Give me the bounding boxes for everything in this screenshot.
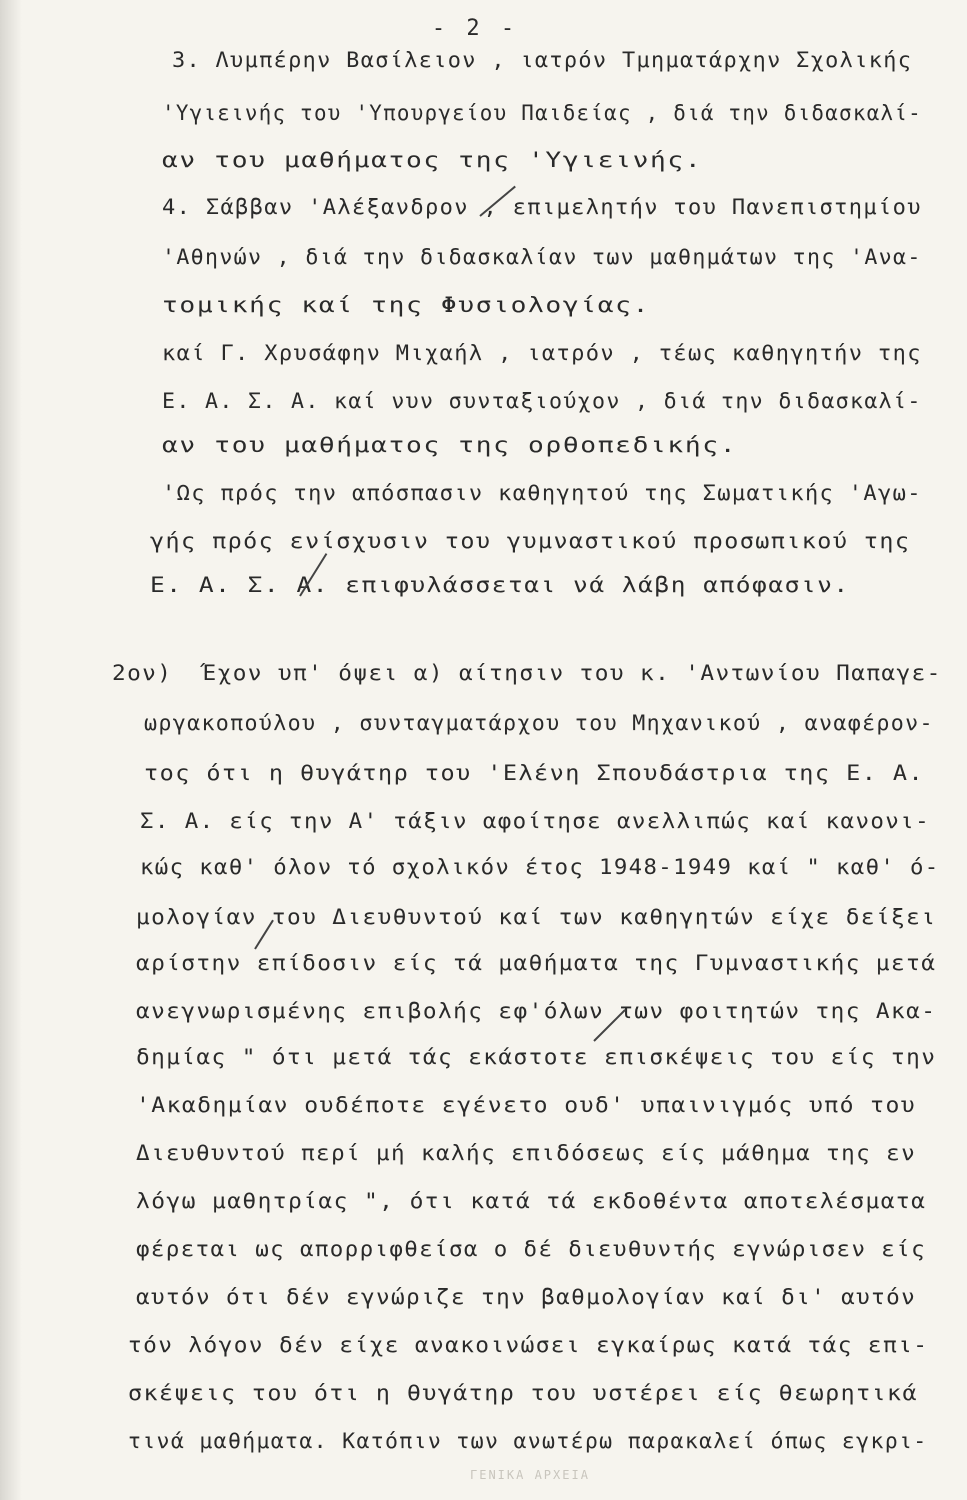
archive-stamp: ΓΕΝΙΚΑ ΑΡΧΕΙΑ bbox=[470, 1468, 590, 1482]
page-number: - 2 - bbox=[431, 16, 519, 41]
text-line: 4. Σάββαν 'Αλέξανδρον , επιμελητήν του Πανεπιστημίου bbox=[162, 195, 922, 219]
text-line: σκέψεις του ότι η θυγάτηρ του υστέρει είς θεωρητικά bbox=[128, 1381, 919, 1405]
text-line: μολογίαν του Διευθυντού καί των καθηγητών είχε δείξει bbox=[136, 905, 937, 929]
text-line: ωργακοπούλου , συνταγματάρχου του Μηχανικού , αναφέρον- bbox=[144, 711, 934, 735]
text-line: αυτόν ότι δέν εγνώριζε την βαθμολογίαν καί δι' αυτόν bbox=[136, 1285, 917, 1309]
text-line: αρίστην επίδοσιν είς τά μαθήματα της Γυμναστικής μετά bbox=[136, 951, 937, 975]
text-line: τόν λόγον δέν είχε ανακοινώσει εγκαίρως κατά τάς επι- bbox=[128, 1333, 929, 1357]
text-line: 'Ως πρός την απόσπασιν καθηγητού της Σωματικής 'Αγω- bbox=[162, 481, 922, 505]
text-line: καί Γ. Χρυσάφην Μιχαήλ , ιατρόν , τέως καθηγητήν της bbox=[162, 341, 922, 365]
text-line: λόγω μαθητρίας ", ότι κατά τά εκδοθέντα αποτελέσματα bbox=[136, 1189, 927, 1213]
page-edge-shadow bbox=[0, 0, 22, 1500]
text-line: 'Υγιεινής του 'Υπουργείου Παιδείας , διά την διδασκαλί- bbox=[162, 101, 922, 125]
text-line: 'Ακαδημίαν ουδέποτε εγένετο ουδ' υπαινιγμός υπό του bbox=[136, 1093, 917, 1117]
text-line: 2ον) Έχον υπ' όψει α) αίτησιν του κ. 'Αντωνίου Παπαγε- bbox=[112, 661, 942, 685]
text-line: 'Αθηνών , διά την διδασκαλίαν των μαθημάτων της 'Ανα- bbox=[162, 245, 922, 269]
text-line: Ε. Α. Σ. Α. επιφυλάσσεται νά λάβη απόφασιν. bbox=[150, 573, 850, 597]
text-line: δημίας " ότι μετά τάς εκάστοτε επισκέψεις του είς την bbox=[136, 1045, 937, 1069]
text-line: φέρεται ως απορριφθείσα ο δέ διευθυντής εγνώρισεν είς bbox=[136, 1237, 926, 1261]
text-line: τος ότι η θυγάτηρ του 'Ελένη Σπουδάστρια της Ε. Α. bbox=[144, 761, 925, 785]
text-line: γής πρός ενίσχυσιν του γυμναστικού προσωπικού της bbox=[150, 529, 911, 553]
text-line: Διευθυντού περί μή καλής επιδόσεως είς μάθημα της εν bbox=[136, 1141, 917, 1165]
text-line: κώς καθ' όλον τό σχολικόν έτος 1948-1949 καί " καθ' ό- bbox=[140, 855, 940, 879]
text-line: ανεγνωρισμένης επιβολής εφ'όλων των φοιτητών της Ακα- bbox=[136, 999, 937, 1023]
text-line: αν του μαθήματος της ορθοπεδικής. bbox=[162, 433, 738, 457]
text-line: Ε. Α. Σ. Α. καί νυν συνταξιούχον , διά την διδασκαλί- bbox=[162, 389, 922, 413]
text-line: Σ. Α. είς την Α' τάξιν αφοίτησε ανελλιπώς καί κανονι- bbox=[140, 809, 930, 833]
text-line: τομικής καί της Φυσιολογίας. bbox=[162, 293, 651, 317]
text-line: 3. Λυμπέρην Βασίλειον , ιατρόν Τμηματάρχην Σχολικής bbox=[172, 48, 913, 72]
text-line: αν του μαθήματος της 'Υγιεινής. bbox=[162, 148, 703, 172]
text-line: τινά μαθήματα. Κατόπιν των ανωτέρω παρακαλεί όπως εγκρι- bbox=[128, 1429, 928, 1453]
